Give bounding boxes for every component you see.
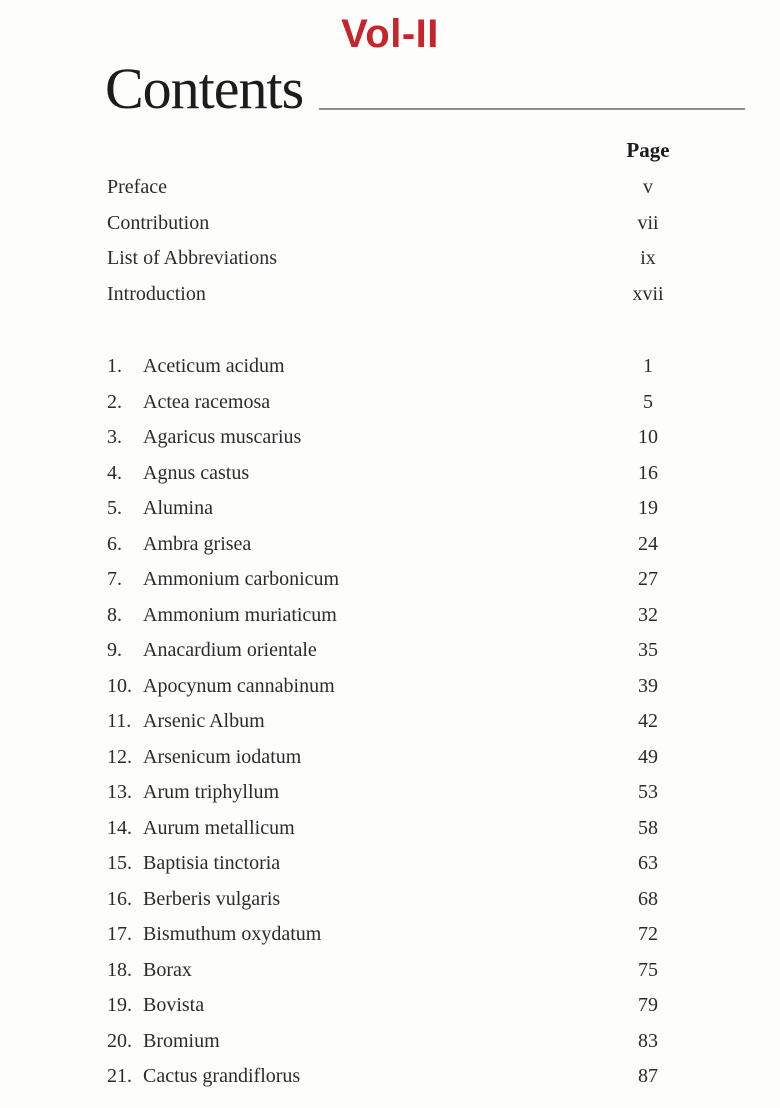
entry-number: 20. — [107, 1029, 132, 1052]
entry-page-number: 87 — [638, 1065, 658, 1088]
entry-page-number: 27 — [638, 568, 658, 591]
entry-page-number: 35 — [638, 639, 658, 662]
page-column-header-row — [107, 136, 680, 166]
entry-number: 16. — [107, 887, 132, 910]
entry-list — [107, 349, 680, 1095]
toc-entry-row — [107, 349, 680, 385]
entry-title: Anacardium orientale — [143, 639, 317, 662]
entry-title: Arsenic Album — [143, 710, 265, 733]
toc-entry-row — [107, 633, 680, 669]
front-matter-page-number: v — [643, 176, 653, 199]
entry-number: 9. — [107, 639, 122, 662]
entry-title: Apocynum cannabinum — [143, 674, 335, 697]
entry-title: Bovista — [143, 994, 205, 1017]
section-spacer — [107, 312, 680, 349]
toc-front-matter-row — [107, 276, 680, 312]
toc-entry-row — [107, 384, 680, 420]
entry-title: Actea racemosa — [143, 390, 271, 413]
entry-title: Borax — [143, 958, 192, 981]
entry-number: 3. — [107, 426, 122, 449]
entry-number: 7. — [107, 568, 122, 591]
entry-page-number: 19 — [638, 497, 658, 520]
entry-number: 13. — [107, 781, 132, 804]
entry-page-number: 83 — [638, 1029, 658, 1052]
entry-number: 2. — [107, 390, 122, 413]
entry-title: Bromium — [143, 1029, 220, 1052]
toc-entry-row — [107, 1059, 680, 1095]
entry-title: Baptisia tinctoria — [143, 852, 281, 875]
entry-page-number: 24 — [638, 532, 658, 555]
entry-title: Aceticum acidum — [143, 355, 285, 378]
entry-title: Arsenicum iodatum — [143, 745, 302, 768]
front-matter-page-number: ix — [640, 247, 656, 270]
volume-label: Vol-II — [341, 12, 439, 56]
entry-number: 15. — [107, 852, 132, 875]
entry-number: 11. — [107, 710, 132, 733]
toc-entry-row — [107, 704, 680, 740]
entry-page-number: 10 — [638, 426, 658, 449]
toc-entry-row — [107, 846, 680, 882]
entry-page-number: 5 — [643, 390, 653, 413]
toc-entry-row — [107, 597, 680, 633]
toc-front-matter-row — [107, 241, 680, 277]
entry-page-number: 1 — [643, 355, 653, 378]
entry-number: 12. — [107, 745, 132, 768]
entry-number: 21. — [107, 1065, 132, 1088]
entry-page-number: 42 — [638, 710, 658, 733]
front-matter-page-number: xvii — [632, 282, 664, 305]
entry-page-number: 32 — [638, 603, 658, 626]
front-matter-page-number: vii — [637, 211, 659, 234]
toc-entry-row — [107, 1023, 680, 1059]
toc-front-matter-row — [107, 170, 680, 206]
front-matter-label: Contribution — [107, 211, 210, 234]
entry-page-number: 53 — [638, 781, 658, 804]
entry-page-number: 72 — [638, 923, 658, 946]
entry-number: 10. — [107, 674, 132, 697]
toc-entry-row — [107, 917, 680, 953]
toc-entry-row — [107, 988, 680, 1024]
front-matter-label: Introduction — [107, 282, 206, 305]
toc-entry-row — [107, 810, 680, 846]
entry-page-number: 79 — [638, 994, 658, 1017]
page-column-header: Page — [626, 138, 670, 163]
toc-entry-row — [107, 739, 680, 775]
entry-page-number: 63 — [638, 852, 658, 875]
toc-entry-row — [107, 455, 680, 491]
toc-entry-row — [107, 562, 680, 598]
entry-page-number: 75 — [638, 958, 658, 981]
toc-front-matter-row — [107, 205, 680, 241]
entry-number: 6. — [107, 532, 122, 555]
entry-number: 8. — [107, 603, 122, 626]
entry-title: Ammonium muriaticum — [143, 603, 337, 626]
entry-title: Ammonium carbonicum — [143, 568, 340, 591]
title-underline-rule — [319, 108, 745, 110]
entry-number: 5. — [107, 497, 122, 520]
entry-title: Aurum metallicum — [143, 816, 295, 839]
entry-number: 1. — [107, 355, 122, 378]
toc-entry-row — [107, 668, 680, 704]
toc-entry-row — [107, 881, 680, 917]
contents-title-row — [105, 56, 745, 121]
entry-number: 4. — [107, 461, 122, 484]
front-matter-label: Preface — [107, 176, 167, 199]
toc-entry-row — [107, 491, 680, 527]
front-matter-list — [107, 170, 680, 312]
entry-page-number: 58 — [638, 816, 658, 839]
entry-title: Berberis vulgaris — [143, 887, 281, 910]
toc-entry-row — [107, 526, 680, 562]
toc-entry-row — [107, 952, 680, 988]
table-of-contents — [107, 136, 680, 1095]
entry-number: 14. — [107, 816, 132, 839]
entry-page-number: 39 — [638, 674, 658, 697]
entry-title: Agaricus muscarius — [143, 426, 302, 449]
entry-title: Cactus grandiflorus — [143, 1065, 301, 1088]
entry-page-number: 68 — [638, 887, 658, 910]
entry-number: 18. — [107, 958, 132, 981]
entry-page-number: 16 — [638, 461, 658, 484]
entry-page-number: 49 — [638, 745, 658, 768]
entry-title: Arum triphyllum — [143, 781, 280, 804]
entry-title: Bismuthum oxydatum — [143, 923, 322, 946]
toc-entry-row — [107, 775, 680, 811]
entry-title: Agnus castus — [143, 461, 250, 484]
entry-number: 19. — [107, 994, 132, 1017]
entry-title: Ambra grisea — [143, 532, 252, 555]
front-matter-label: List of Abbreviations — [107, 247, 277, 270]
entry-number: 17. — [107, 923, 132, 946]
entry-title: Alumina — [143, 497, 213, 520]
toc-entry-row — [107, 420, 680, 456]
page-title: Contents — [105, 56, 304, 121]
